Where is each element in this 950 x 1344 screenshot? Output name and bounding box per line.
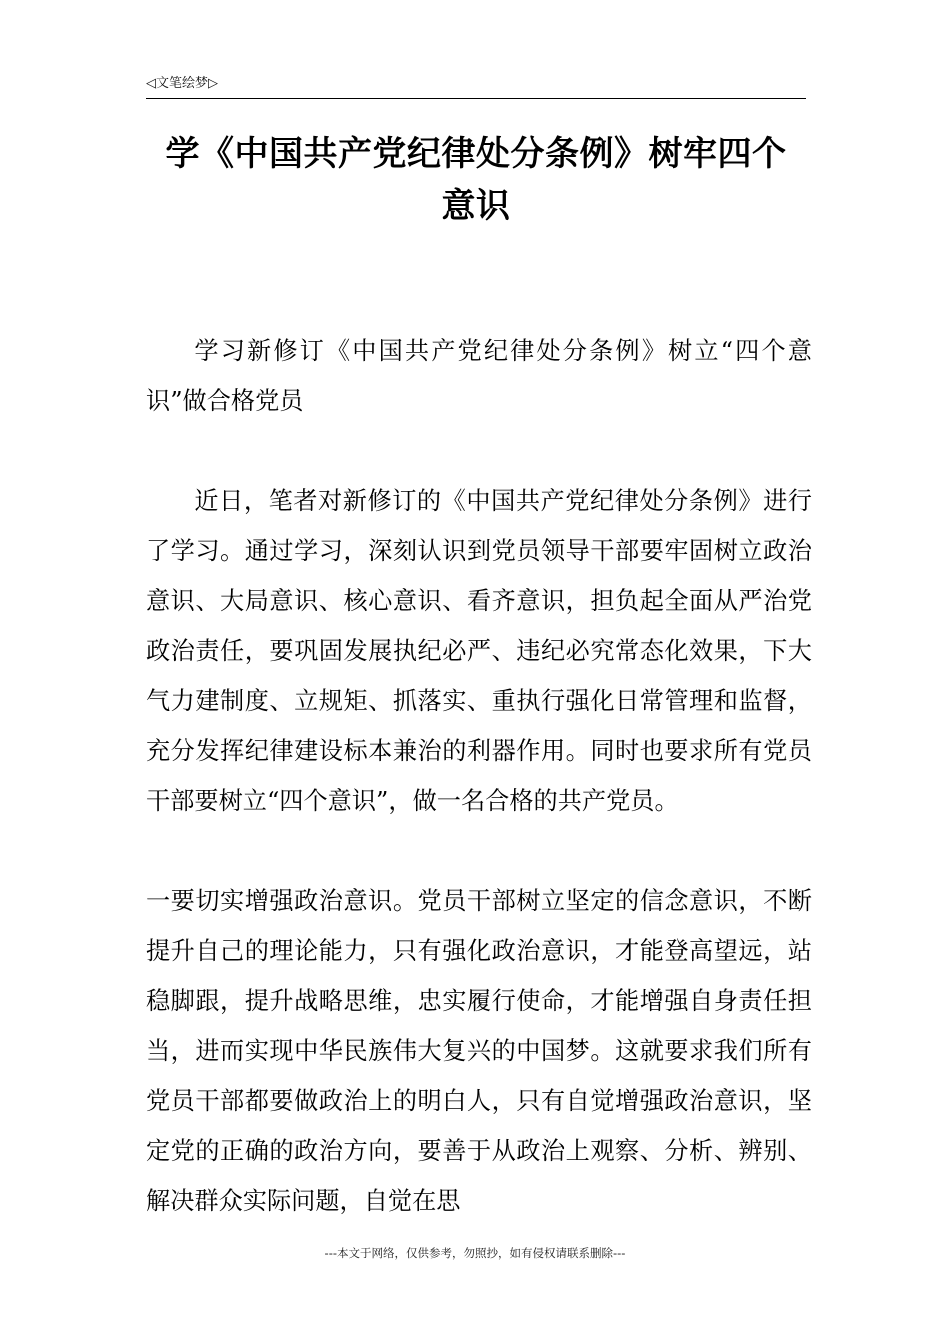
intro-paragraph: 近日，笔者对新修订的《中国共产党纪律处分条例》进行了学习。通过学习，深刻认识到党员领导干部要牢固树立政治意识、大局意识、核心意识、看齐意识，担负起全面从严治党政治责任，要巩固发展执纪必严、违纪必究常态化效果，下大气力建制度、立规矩、抓落实、重执行强化日常管理和监督，充分发挥纪律建设标本兼治的利器作用。同时也要求所有党员干部要树立“四个意识”，做一名合格的共产党员。 xyxy=(146,487,812,815)
subtitle-paragraph: 学习新修订《中国共产党纪律处分条例》树立“四个意识”做合格党员 xyxy=(146,337,812,415)
document-title xyxy=(146,128,806,232)
page-footer-disclaimer: ---本文于网络，仅供参考，勿照抄，如有侵权请联系删除--- xyxy=(324,1246,626,1260)
body-paragraph-one: 一要切实增强政治意识。党员干部树立坚定的信念意识，不断提升自己的理论能力，只有强化政治意识，才能登高望远，站稳脚跟，提升战略思维，忠实履行使命，才能增强自身责任担当，进而实现中华民族伟大复兴的中国梦。这就要求我们所有党员干部都要做政治上的明白人，只有自觉增强政治意识，坚定党的正确的政治方向，要善于从政治上观察、分析、辨别、解决群众实际问题，自觉在思 xyxy=(146,887,812,1215)
title-line-2: 意识 xyxy=(441,186,511,226)
title-line-1: 学《中国共产党纪律处分条例》树牢四个 xyxy=(165,134,787,174)
page-header xyxy=(146,74,806,99)
header-text: ◁文笔绘梦▷ xyxy=(146,76,218,91)
